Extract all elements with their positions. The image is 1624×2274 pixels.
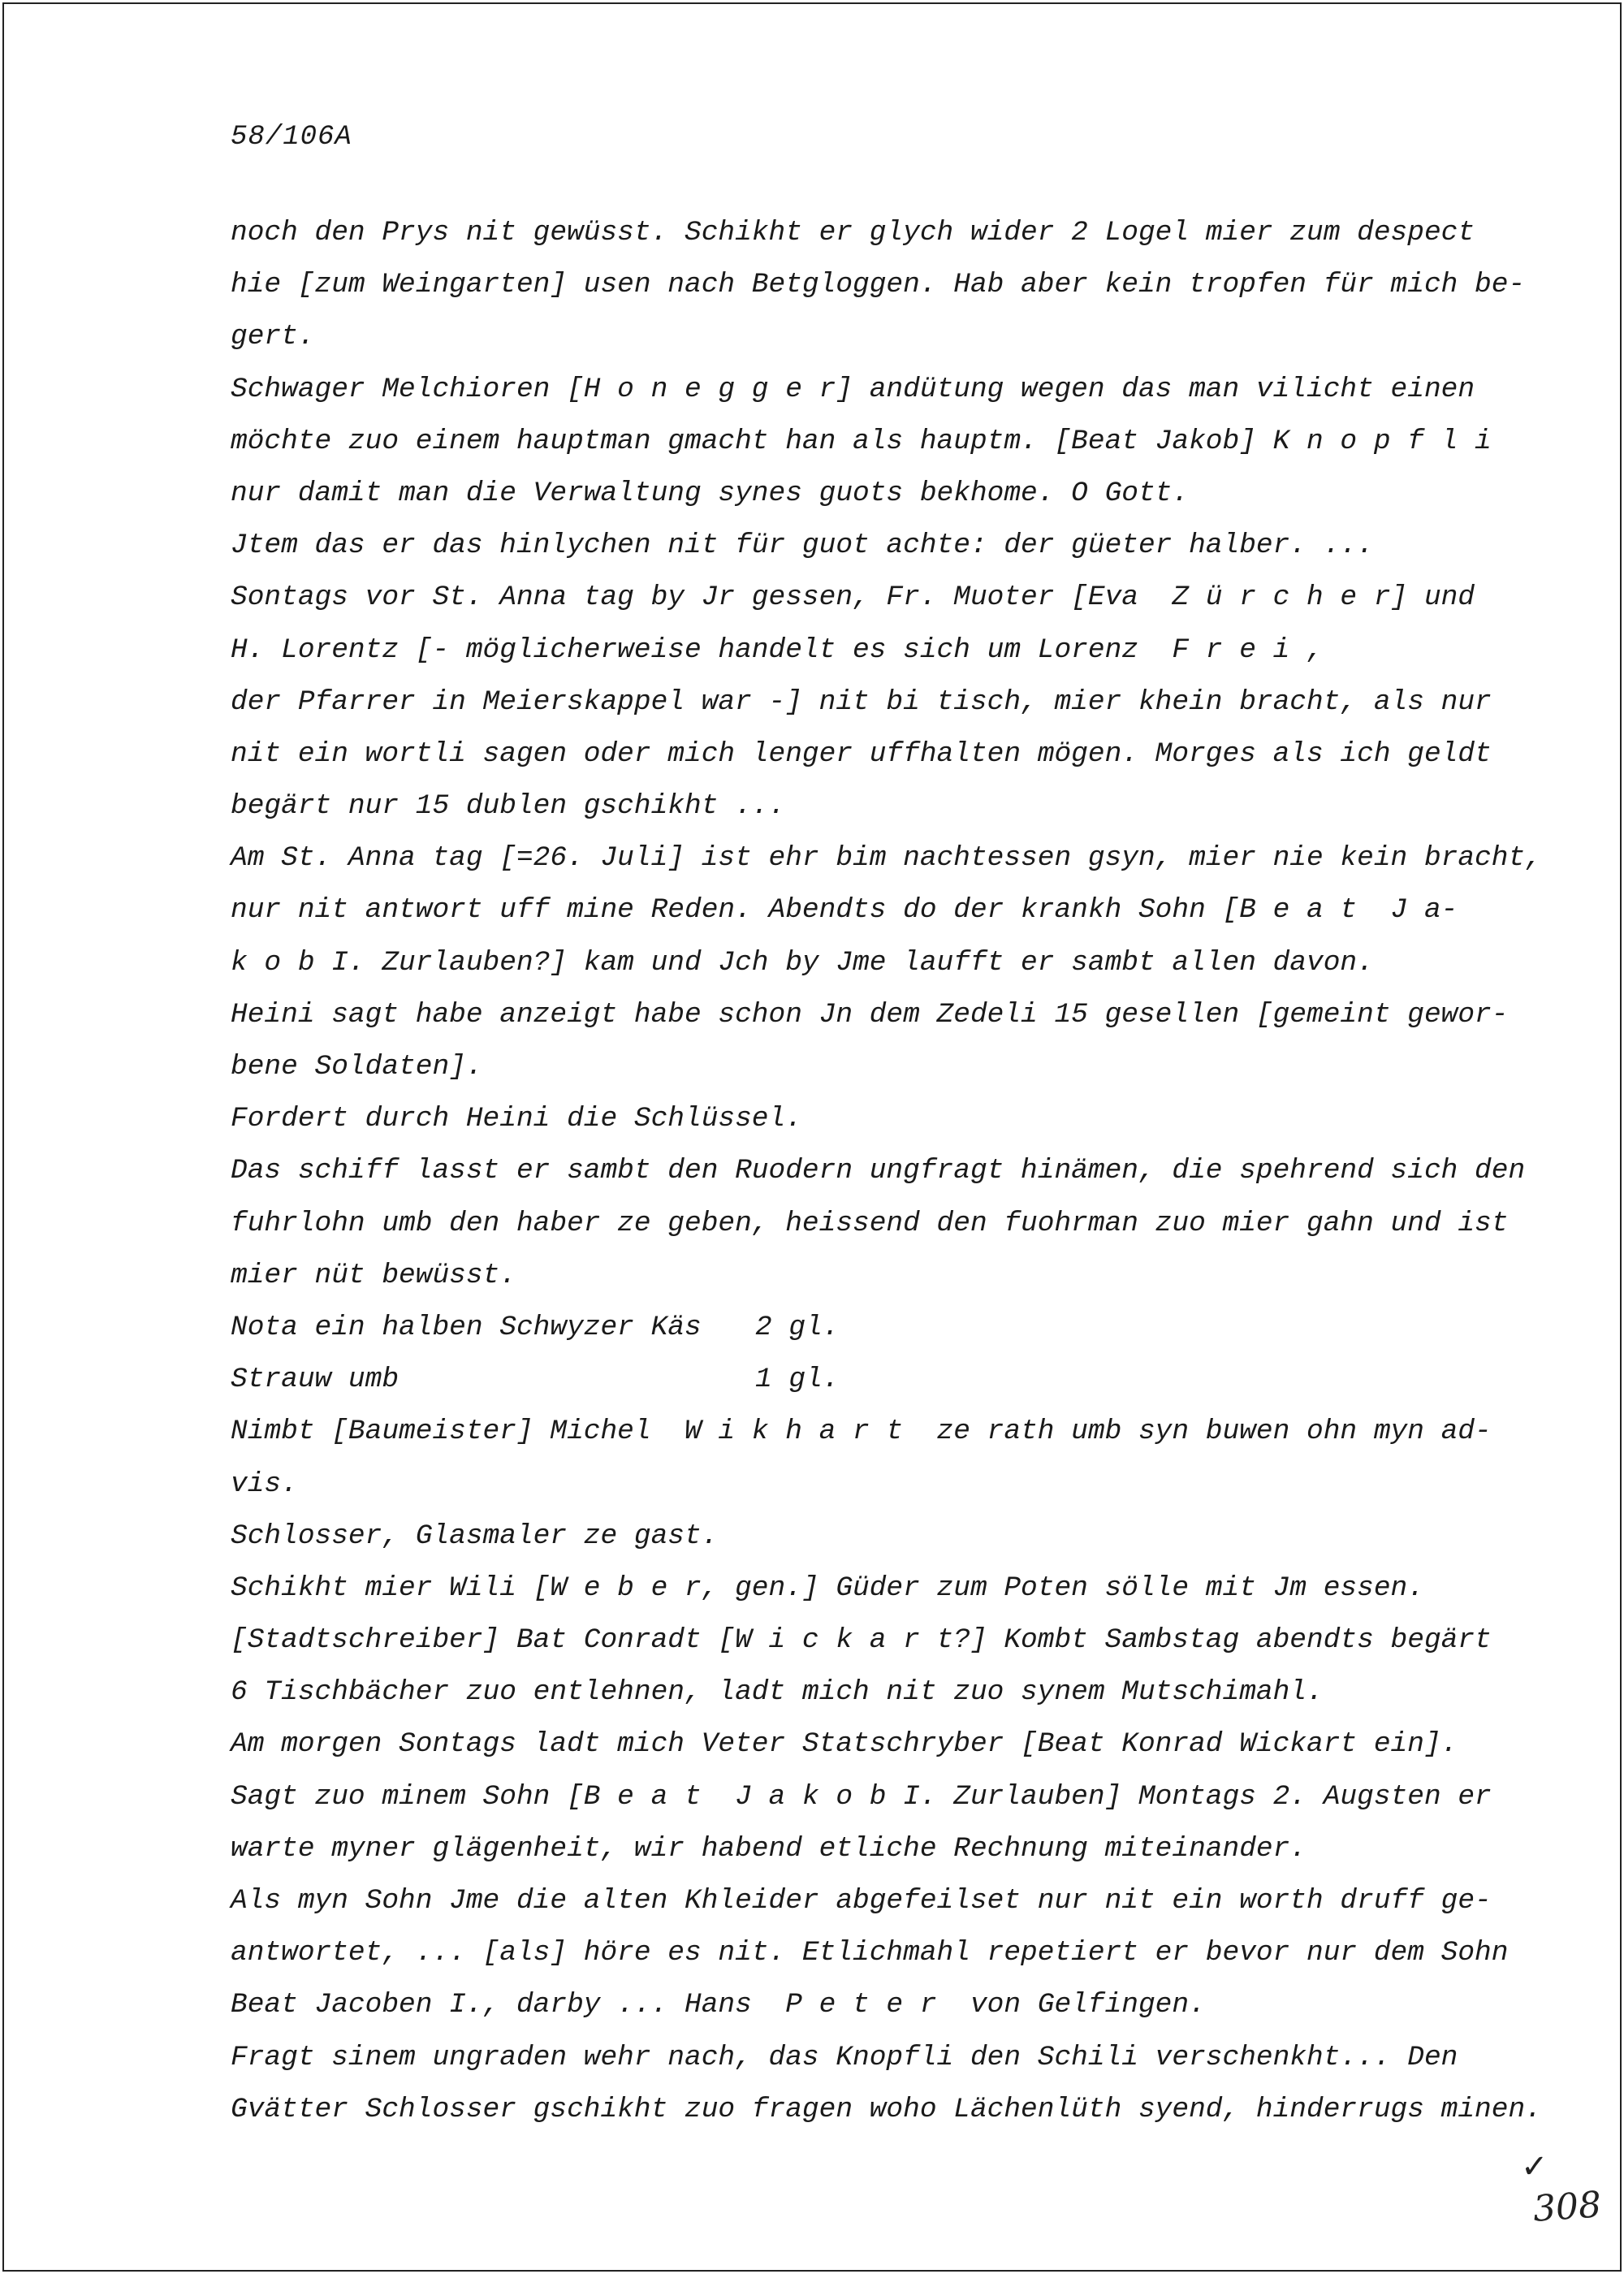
- text-line: Sontags vor St. Anna tag by Jr gessen, Fr. Muoter [Eva Z ü r c h e r] und: [231, 581, 1475, 614]
- text-line: noch den Prys nit gewüsst. Schikht er glych wider 2 Logel mier zum despect: [231, 217, 1475, 249]
- text-line: nit ein wortli sagen oder mich lenger uffhalten mögen. Morges als ich geldt: [231, 737, 1492, 770]
- text-line: [Stadtschreiber] Bat Conradt [W i c k a r t?] Kombt Sambstag abendts begärt: [231, 1624, 1492, 1657]
- text-line: Fragt sinem ungraden wehr nach, das Knopfli den Schili verschenkht... Den: [231, 2041, 1458, 2073]
- text-line: Jtem das er das hinlychen nit für guot achte: der güeter halber. ...: [231, 530, 1374, 562]
- text-line: Heini sagt habe anzeigt habe schon Jn dem Zedeli 15 gesellen [gemeint gewor-: [231, 998, 1509, 1031]
- nota-value: 1 gl.: [755, 1364, 840, 1396]
- text-line: der Pfarrer in Meierskappel war -] nit bi tisch, mier khein bracht, als nur: [231, 685, 1492, 718]
- text-line: mier nüt bewüsst.: [231, 1259, 516, 1291]
- text-line: Schlosser, Glasmaler ze gast.: [231, 1520, 719, 1552]
- nota-label: Nota ein halben Schwyzer Käs: [231, 1311, 702, 1343]
- text-line: 6 Tischbächer zuo entlehnen, ladt mich nit zuo synem Mutschimahl.: [231, 1676, 1324, 1709]
- text-line: Schwager Melchioren [H o n e g g e r] andütung wegen das man vilicht einen: [231, 373, 1475, 405]
- text-line: Das schiff lasst er sambt den Ruodern ungfragt hinämen, die spehrend sich den: [231, 1155, 1526, 1187]
- text-line: Gvätter Schlosser gschikht zuo fragen woho Lächenlüth syend, hinderrugs minen.: [231, 2093, 1542, 2125]
- text-line: nur damit man die Verwaltung synes guots bekhome. O Gott.: [231, 477, 1190, 509]
- text-line: k o b I. Zurlauben?] kam und Jch by Jme laufft er sambt allen davon.: [231, 946, 1374, 979]
- document-reference: 58/106A: [231, 122, 352, 153]
- checkmark-icon: ✓: [1521, 2148, 1548, 2185]
- text-line: Fordert durch Heini die Schlüssel.: [231, 1103, 802, 1135]
- text-line: nur nit antwort uff mine Reden. Abendts do der krankh Sohn [B e a t J a-: [231, 894, 1458, 927]
- text-line: begärt nur 15 dublen gschikht ...: [231, 790, 786, 823]
- text-line: Beat Jacoben I., darby ... Hans P e t e r von Gelfingen.: [231, 1989, 1206, 2021]
- text-line: Als myn Sohn Jme die alten Khleider abgefeilset nur nit ein worth druff ge-: [231, 1885, 1492, 1917]
- text-line: Sagt zuo minem Sohn [B e a t J a k o b I. Zurlauben] Montags 2. Augsten er: [231, 1780, 1492, 1813]
- text-line: antwortet, ... [als] höre es nit. Etlichmahl repetiert er bevor nur dem Sohn: [231, 1937, 1509, 1969]
- nota-label: Strauw umb: [231, 1364, 400, 1396]
- text-line: Nimbt [Baumeister] Michel W i k h a r t ze rath umb syn buwen ohn myn ad-: [231, 1416, 1492, 1448]
- nota-row: [231, 1354, 1530, 1406]
- nota-row: [231, 1302, 1530, 1354]
- text-line: vis.: [231, 1468, 298, 1500]
- text-line: Am morgen Sontags ladt mich Veter Statschryber [Beat Konrad Wickart ein].: [231, 1728, 1458, 1761]
- text-line: warte myner glägenheit, wir habend etliche Rechnung miteinander.: [231, 1832, 1307, 1865]
- text-line: bene Soldaten].: [231, 1051, 483, 1083]
- folio-number: 308: [1531, 2184, 1603, 2230]
- nota-value: 2 gl.: [755, 1311, 840, 1343]
- text-line: Schikht mier Wili [W e b e r, gen.] Güder zum Poten sölle mit Jm essen.: [231, 1571, 1424, 1604]
- text-line: fuhrlohn umb den haber ze geben, heissend den fuohrman zuo mier gahn und ist: [231, 1207, 1509, 1239]
- text-line: hie [zum Weingarten] usen nach Betgloggen. Hab aber kein tropfen für mich be-: [231, 269, 1526, 301]
- text-line: möchte zuo einem hauptman gmacht han als hauptm. [Beat Jakob] K n o p f l i: [231, 425, 1492, 457]
- text-line: H. Lorentz [- möglicherweise handelt es sich um Lorenz F r e i ,: [231, 633, 1324, 666]
- document-body: [231, 207, 1542, 2136]
- text-line: Am St. Anna tag [=26. Juli] ist ehr bim nachtessen gsyn, mier nie kein bracht,: [231, 842, 1542, 875]
- text-line: gert.: [231, 321, 315, 353]
